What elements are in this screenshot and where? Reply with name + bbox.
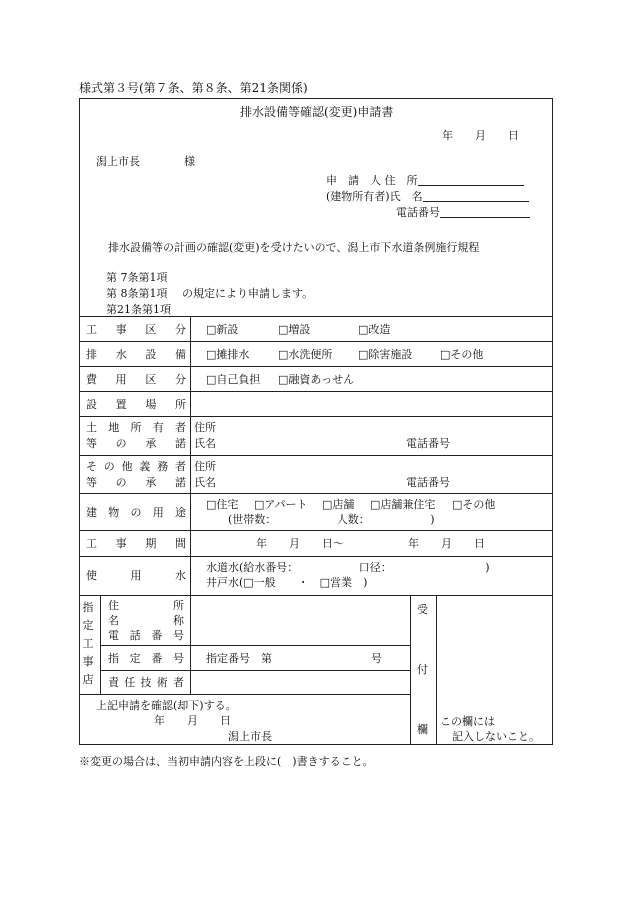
building-use-label: 建 物 の 用 途: [86, 506, 186, 519]
form-number: 様式第３号(第７条、第８条、第21条関係): [79, 81, 308, 95]
divider: [79, 366, 553, 367]
option-new[interactable]: □新設: [206, 323, 239, 336]
cost-type-label: 費 用 区 分: [86, 373, 186, 386]
other-obligor-name-label: 氏名: [194, 476, 216, 489]
applicant-name: [326, 190, 529, 202]
applicant-phone-field[interactable]: [440, 206, 530, 218]
contractor-address-label: 住 所: [108, 599, 184, 612]
water-use-label: 使 用 水: [86, 569, 186, 582]
divider: [100, 670, 410, 671]
contractor-label-char: 定: [82, 619, 94, 632]
footer-note: ※変更の場合は、当初申請内容を上段に( )書きすること。: [79, 755, 374, 768]
contractor-label-char: 店: [82, 673, 94, 686]
addressee: 潟上市長 様: [96, 155, 195, 168]
approval-text: 上記申請を確認(却下)する。: [96, 699, 237, 712]
clause-8: 第 8条第1項 の規定により申請します。: [106, 287, 314, 300]
option-apartment[interactable]: □アパート: [254, 498, 308, 511]
option-extension[interactable]: □増設: [278, 323, 311, 336]
other-obligor-label-1: そ の 他 義 務 者: [86, 460, 186, 473]
well-water-line: 井戸水(□一般 ・ □営業 ): [206, 576, 368, 589]
option-store-house[interactable]: □店舗兼住宅: [370, 498, 436, 511]
option-other[interactable]: □その他: [440, 348, 484, 361]
land-owner-address-label: 住所: [194, 421, 216, 434]
divider: [79, 341, 553, 342]
other-obligor-address-label: 住所: [194, 460, 216, 473]
approval-date: 年 月 日: [154, 714, 231, 727]
applicant-address-field[interactable]: [418, 174, 524, 186]
applicant-address: [326, 174, 524, 186]
applicant-address-label: 申 請 人 住 所: [326, 174, 418, 187]
divider: [100, 645, 410, 646]
divider: [79, 316, 553, 317]
option-financing[interactable]: □融資あっせん: [278, 373, 355, 386]
designation-label: 指 定 番 号: [108, 652, 184, 665]
option-store[interactable]: □店舗: [322, 498, 355, 511]
engineer-label: 責 任 技 術 者: [108, 676, 184, 689]
divider: [79, 530, 553, 531]
applicant-phone-label: 電話番号: [396, 206, 440, 219]
construction-period-label: 工 事 期 間: [86, 537, 186, 550]
option-treatment-facility[interactable]: □除害施設: [358, 348, 413, 361]
column-divider: [190, 316, 191, 595]
approval-signer: 潟上市長: [228, 730, 272, 743]
reception-note-1: この欄には: [440, 715, 495, 728]
applicant-phone: [396, 206, 530, 218]
reception-char: 受: [417, 603, 428, 616]
applicant-name-field[interactable]: [423, 190, 529, 202]
land-owner-name-label: 氏名: [194, 437, 216, 450]
divider: [79, 556, 553, 557]
land-owner-phone-label: 電話番号: [406, 437, 450, 450]
other-obligor-label-2: 等 の 承 諾: [86, 476, 186, 489]
other-obligor-phone-label: 電話番号: [406, 476, 450, 489]
land-owner-label-2: 等 の 承 諾: [86, 437, 186, 450]
divider: [79, 595, 553, 596]
period-start: 年 月 日～: [256, 537, 344, 550]
applicant-name-label: (建物所有者)氏 名: [326, 190, 423, 203]
option-renovation[interactable]: □改造: [358, 323, 391, 336]
divider: [79, 694, 410, 695]
location-field[interactable]: [194, 394, 548, 412]
column-divider: [190, 595, 191, 694]
option-wastewater[interactable]: □摊排水: [206, 348, 250, 361]
statement: 排水設備等の計画の確認(変更)を受けたいので、潟上市下水道条例施行規程: [108, 241, 480, 254]
contractor-phone-label: 電 話 番 号: [108, 629, 184, 642]
drainage-equipment-label: 排 水 設 備: [86, 348, 186, 361]
reception-char: 欄: [417, 723, 428, 736]
divider: [79, 391, 553, 392]
divider: [79, 416, 553, 417]
reception-char: 付: [417, 663, 428, 676]
contractor-label-char: 指: [82, 601, 94, 614]
divider: [79, 493, 553, 494]
option-flush-toilet[interactable]: □水洗便所: [278, 348, 333, 361]
divider: [79, 455, 553, 456]
land-owner-label-1: 土 地 所 有 者: [86, 421, 186, 434]
contractor-label-char: 工: [82, 637, 94, 650]
building-use-detail: (世帯数： 人数： ): [228, 513, 435, 526]
period-end: 年 月 日: [408, 537, 485, 550]
contractor-label-char: 事: [82, 655, 94, 668]
clause-21: 第21条第1項: [106, 303, 171, 316]
designation-value: 指定番号 第 号: [206, 652, 382, 665]
reception-note-2: 記入しないこと。: [452, 730, 540, 743]
location-label: 設 置 場 所: [86, 398, 186, 411]
date-line: 年 月 日: [442, 129, 519, 142]
option-self-pay[interactable]: □自己負担: [206, 373, 261, 386]
clause-7: 第 7条第1項: [106, 271, 168, 284]
option-other-use[interactable]: □その他: [452, 498, 496, 511]
column-divider: [436, 595, 437, 745]
option-house[interactable]: □住宅: [206, 498, 239, 511]
column-divider: [100, 595, 101, 694]
form-title: 排水設備等確認(変更)申請書: [240, 105, 394, 119]
construction-type-label: 工 事 区 分: [86, 323, 186, 336]
contractor-name-label: 名 称: [108, 614, 184, 627]
water-supply-line: 水道水(給水番号： 口径： ): [206, 561, 490, 574]
column-divider: [410, 595, 411, 745]
